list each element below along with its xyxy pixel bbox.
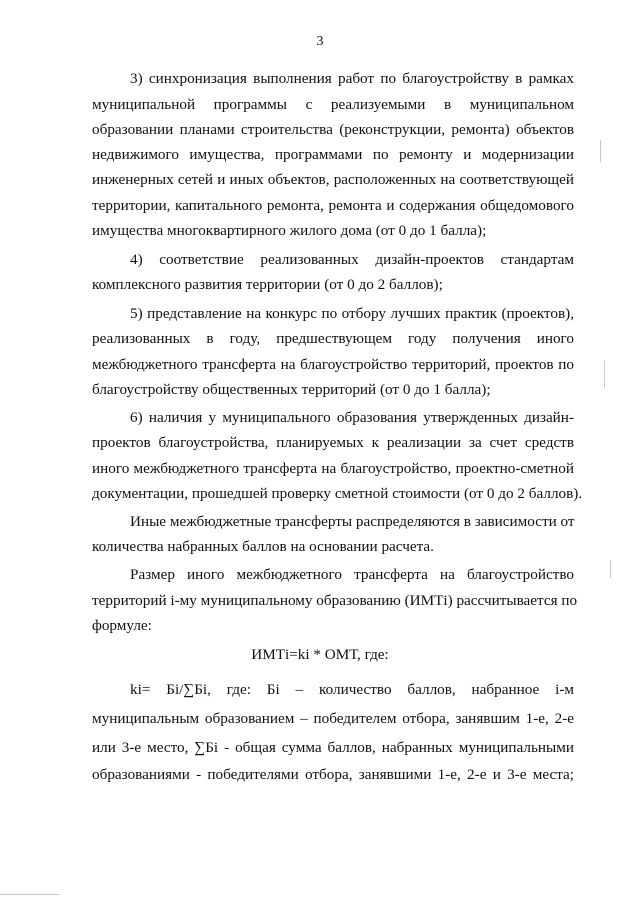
text-line: Иные межбюджетные трансферты распределяются в зависимости от — [130, 513, 575, 530]
text-line: Размер иного межбюджетного трансферта на благоустройство — [130, 566, 574, 583]
text-line: 6) наличия у муниципального образования утвержденных дизайн- — [130, 409, 574, 426]
text-line: 5) представление на конкурс по отбору лучших практик (проектов), — [130, 305, 574, 322]
page-number: 3 — [316, 34, 324, 49]
text-line: формуле: — [92, 617, 152, 634]
text-line: межбюджетного трансферта на благоустройство территорий, проектов по — [92, 356, 574, 373]
text-line: или 3-е место, ∑Бi - общая сумма баллов, набранных муниципальными — [92, 739, 574, 756]
text-line: муниципальной программы с реализуемыми в муниципальном — [92, 96, 574, 113]
text-line: образованиями - победителями отбора, занявшими 1-е, 2-е и 3-е места; — [92, 766, 574, 783]
scan-mark — [610, 560, 611, 578]
text-line: территории, капитального ремонта, ремонта и содержания общедомового — [92, 197, 574, 214]
text-line: благоустройству общественных территорий (от 0 до 1 балла); — [92, 381, 491, 398]
text-line: имущества многоквартирного жилого дома (от 0 до 1 балла); — [92, 222, 487, 239]
text-line: 3) синхронизация выполнения работ по благоустройству в рамках — [130, 70, 574, 87]
scan-mark — [0, 894, 60, 895]
formula: ИМТi=ki * ОМТ, где: — [251, 646, 389, 663]
text-line: территорий i-му муниципальному образованию (ИМТi) рассчитывается по — [92, 592, 578, 609]
text-line: ki= Бi/∑Бi, где: Бi – количество баллов, набранное i-м — [130, 681, 574, 698]
text-line: количества набранных баллов на основании расчета. — [92, 538, 434, 555]
text-line: муниципальным образованием – победителем отбора, занявшим 1-е, 2-е — [92, 710, 574, 727]
text-line: недвижимого имущества, программами по ремонту и модернизации — [92, 146, 574, 163]
scan-mark — [600, 140, 601, 162]
text-line: образовании планами строительства (реконструкции, ремонта) объектов — [92, 121, 574, 138]
text-line: проектов благоустройства, планируемых к реализации за счет средств — [92, 434, 574, 451]
scan-mark — [604, 360, 605, 388]
text-line: 4) соответствие реализованных дизайн-проектов стандартам — [130, 251, 574, 268]
text-line: документации, прошедшей проверку сметной стоимости (от 0 до 2 баллов). — [92, 485, 583, 502]
text-line: комплексного развития территории (от 0 до 2 баллов); — [92, 276, 443, 293]
text-line: реализованных в году, предшествующем году получения иного — [92, 330, 574, 347]
text-line: иного межбюджетного трансферта на благоустройство, проектно-сметной — [92, 460, 574, 477]
text-line: инженерных сетей и иных объектов, расположенных на соответствующей — [92, 171, 574, 188]
